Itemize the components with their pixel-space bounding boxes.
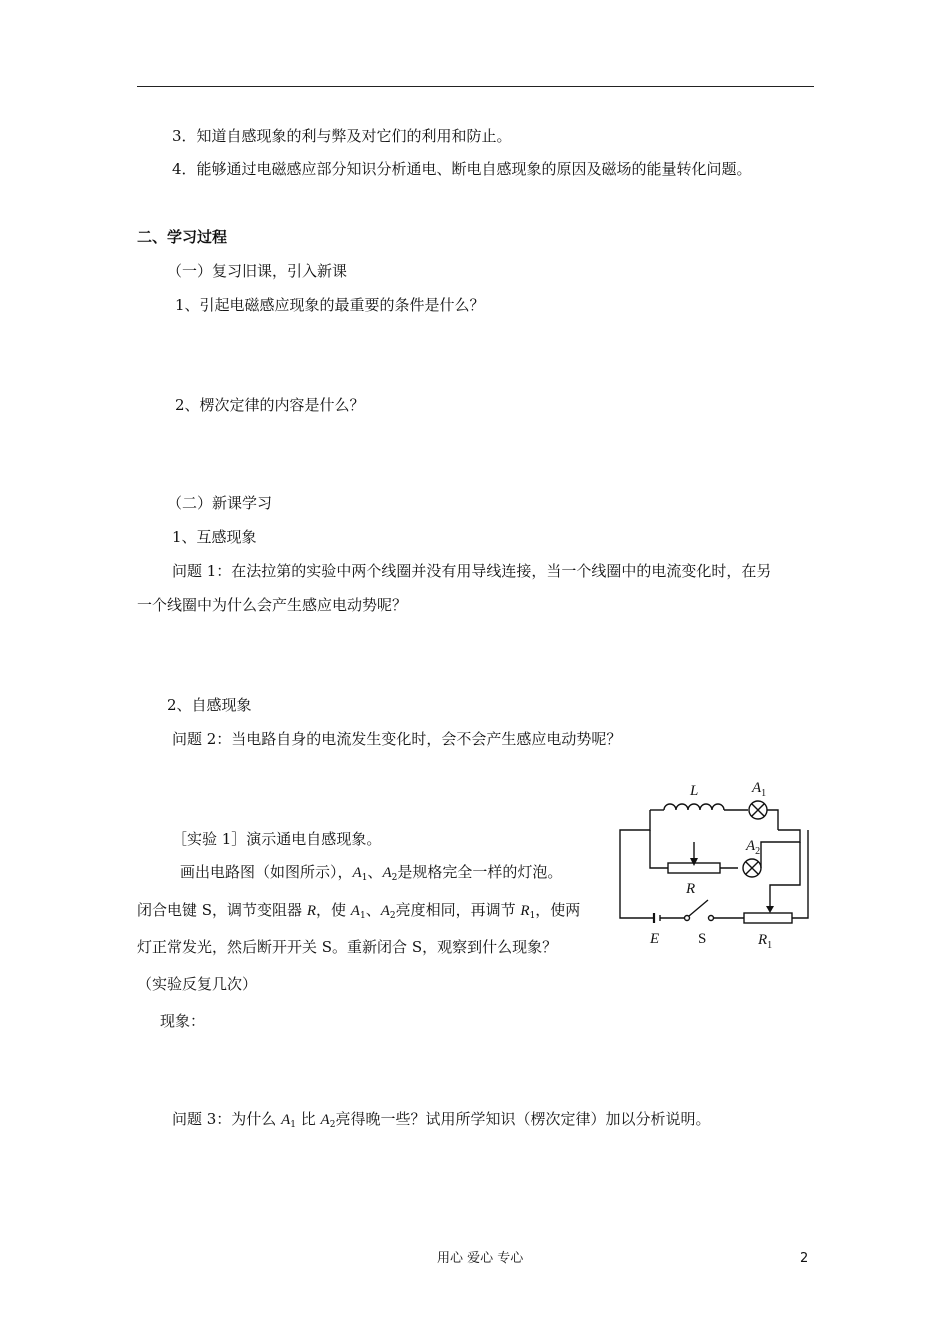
experiment-title: ［实验 1］演示通电自感现象。 xyxy=(172,830,382,848)
question-2: 2、楞次定律的内容是什么？ xyxy=(175,396,365,414)
part2-title: （二）新课学习 xyxy=(167,494,273,512)
inductor-coil xyxy=(664,804,724,810)
switch-contact xyxy=(709,916,714,921)
rheostat-r1-arrow xyxy=(766,906,774,913)
rheostat-r-arrow xyxy=(690,858,698,866)
wire-right-upper xyxy=(767,810,778,830)
problem-1-line2: 一个线圈中为什么会产生感应电动势呢？ xyxy=(137,596,408,614)
label-lamp2: $A_2$ xyxy=(746,838,761,857)
switch-blade xyxy=(689,900,708,916)
question-1: 1、引起电磁感应现象的最重要的条件是什么？ xyxy=(175,296,485,314)
label-battery: E xyxy=(650,931,660,947)
topic-self-induction: 2、自感现象 xyxy=(167,696,252,714)
phenomenon-label: 现象： xyxy=(160,1012,206,1030)
circuit-diagram xyxy=(612,770,824,954)
page-number: 2 xyxy=(800,1251,809,1266)
objective-4: 4．能够通过电磁感应部分知识分析通电、断电自感现象的原因及磁场的能量转化问题。 xyxy=(172,160,752,178)
footer-center: 用心 爱心 专心 xyxy=(437,1251,524,1266)
part1-title: （一）复习旧课，引入新课 xyxy=(167,262,348,280)
experiment-line1: 画出电路图（如图所示），$A_1$、$A_2$是规格完全一样的灯泡。 xyxy=(180,863,563,883)
wire-lamp2-right xyxy=(761,830,800,868)
lamp-a2-cross xyxy=(746,862,759,875)
objective-3: 3．知道自感现象的利与弊及对它们的利用和防止。 xyxy=(172,127,512,145)
section-heading: 二、学习过程 xyxy=(137,228,228,246)
wire-left-outer xyxy=(620,818,654,918)
label-lamp1: $A_1$ xyxy=(752,780,767,799)
experiment-line4: （实验反复几次） xyxy=(137,975,258,993)
topic-mutual-induction: 1、互感现象 xyxy=(172,528,257,546)
header-rule xyxy=(137,86,814,87)
wire-to-rheostat xyxy=(650,830,668,868)
label-rheostat: R xyxy=(686,881,696,897)
experiment-line2: 闭合电键 S，调节变阻器 R，使 $A_1$、$A_2$亮度相同，再调节 $R_1$，使两 xyxy=(137,901,581,921)
label-rheostat2: $R_1$ xyxy=(758,932,773,951)
label-switch: S xyxy=(698,931,707,947)
problem-1-line1: 问题 1：在法拉第的实验中两个线圈并没有用导线连接，当一个线圈中的电流变化时，在另 xyxy=(172,562,772,580)
rheostat-r1 xyxy=(744,913,792,923)
experiment-line3: 灯正常发光，然后断开开关 S。重新闭合 S，观察到什么现象？ xyxy=(137,938,558,956)
wire-right-slider xyxy=(770,842,800,908)
problem-2: 问题 2：当电路自身的电流发生变化时，会不会产生感应电动势呢？ xyxy=(172,730,622,748)
switch-pivot xyxy=(685,916,690,921)
label-inductor: L xyxy=(690,783,699,799)
lamp-a1-cross xyxy=(752,804,765,817)
problem-3: 问题 3：为什么 $A_1$ 比 $A_2$亮得晚一些？试用所学知识（楞次定律）加以分析说明。 xyxy=(172,1110,711,1130)
